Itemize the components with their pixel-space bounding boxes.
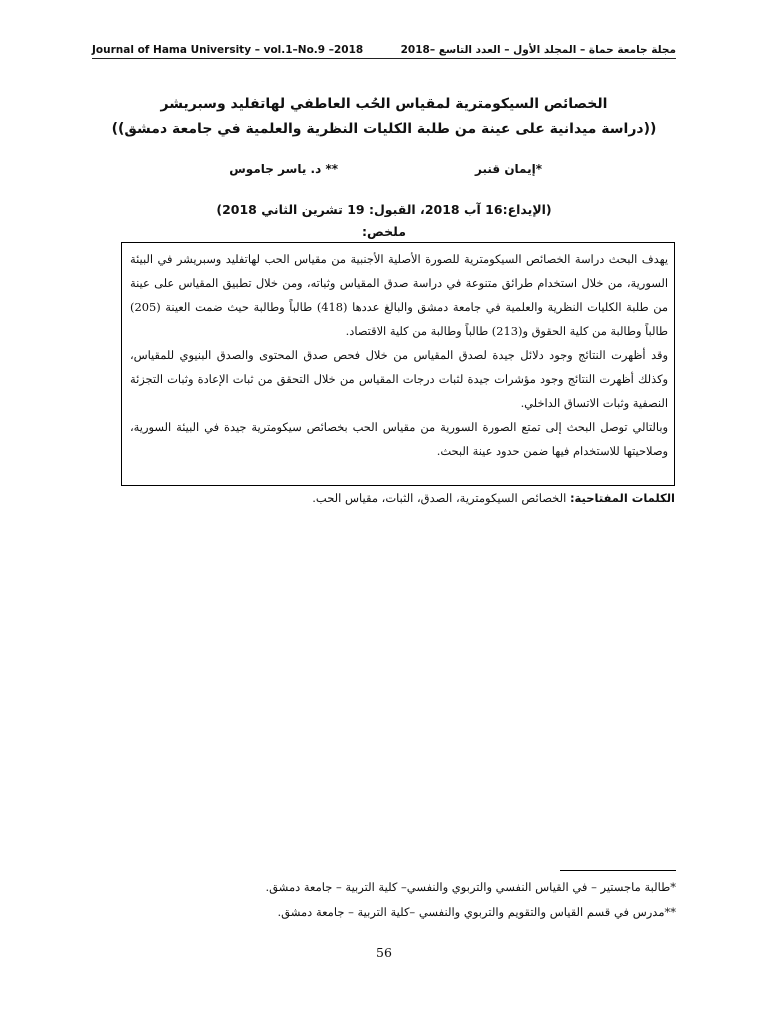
- footnote-2: **مدرس في قسم القياس والتقويم والتربوي والنفسي –كلية التربية – جامعة دمشق.: [277, 905, 676, 919]
- running-header: [92, 44, 676, 59]
- keywords-label: الكلمات المفتاحية:: [569, 491, 675, 505]
- page-number: 56: [376, 945, 392, 960]
- keywords: [121, 491, 675, 505]
- footnote-1: *طالبة ماجستير – في القياس النفسي والتربوي والنفسي– كلية التربية – جامعة دمشق.: [265, 880, 676, 894]
- author-second: ** د. ياسر جاموس: [229, 162, 338, 176]
- abstract-box: [121, 242, 675, 486]
- journal-name-en: Journal of Hama University – vol.1–No.9 –2018: [92, 44, 364, 56]
- submission-dates: (الإيداع:16 آب 2018، القبول: 19 تشرين الثاني 2018): [216, 202, 552, 217]
- keywords-text: الخصائص السيكومترية، الصدق، الثبات، مقياس الحب.: [312, 491, 570, 505]
- abstract-heading: ملخص:: [362, 224, 406, 239]
- paper-subtitle: ((دراسة ميدانية على عينة من طلبة الكليات النظرية والعلمية في جامعة دمشق)): [111, 121, 657, 137]
- abstract-paragraph-3: وبالتالي توصل البحث إلى تمتع الصورة السورية من مقياس الحب بخصائص سيكومترية جيدة في البيئة السورية، وصلاحيتها للاستخدام فيها ضمن حدود عينة البحث.: [130, 420, 668, 458]
- journal-name-ar: مجلة جامعة حماة – المجلد الأول – العدد التاسع –2018: [400, 44, 676, 56]
- paper-title: الخصائص السيكومترية لمقياس الحُب العاطفي لهاتفليد وسبريشر: [160, 96, 608, 112]
- abstract-paragraph-1: يهدف البحث دراسة الخصائص السيكومترية للصورة الأصلية الأجنبية من مقياس الحب لهاتفليد وسبريشر في البيئة السورية، من خلال استخدام طرائق متنوعة في دراسة صدق المقياس وثباته، ومن خلال تطبيق المقياس على عينة من طلبة الكليات النظرية والعلمية في جامعة دمشق والبالغ عددها (418) طالباً وطالبة حيث ضمت العينة (205) طالباً وطالبة من كلية الحقوق و(213) طالباً وطالبة من كلية الاقتصاد.: [130, 252, 668, 338]
- authors: [92, 162, 676, 180]
- footnote-divider: [560, 870, 676, 871]
- abstract-paragraph-2: وقد أظهرت النتائج وجود دلائل جيدة لصدق المقياس من خلال فحص صدق المحتوى والصدق البنيوي للمقياس، وكذلك أظهرت النتائج وجود مؤشرات جيدة لثبات درجات المقياس من خلال التحقق من ثبات الإعادة وثبات التجزئة النصفية وثبات الاتساق الداخلي.: [130, 348, 668, 410]
- author-first: *إيمان قنبر: [475, 162, 542, 176]
